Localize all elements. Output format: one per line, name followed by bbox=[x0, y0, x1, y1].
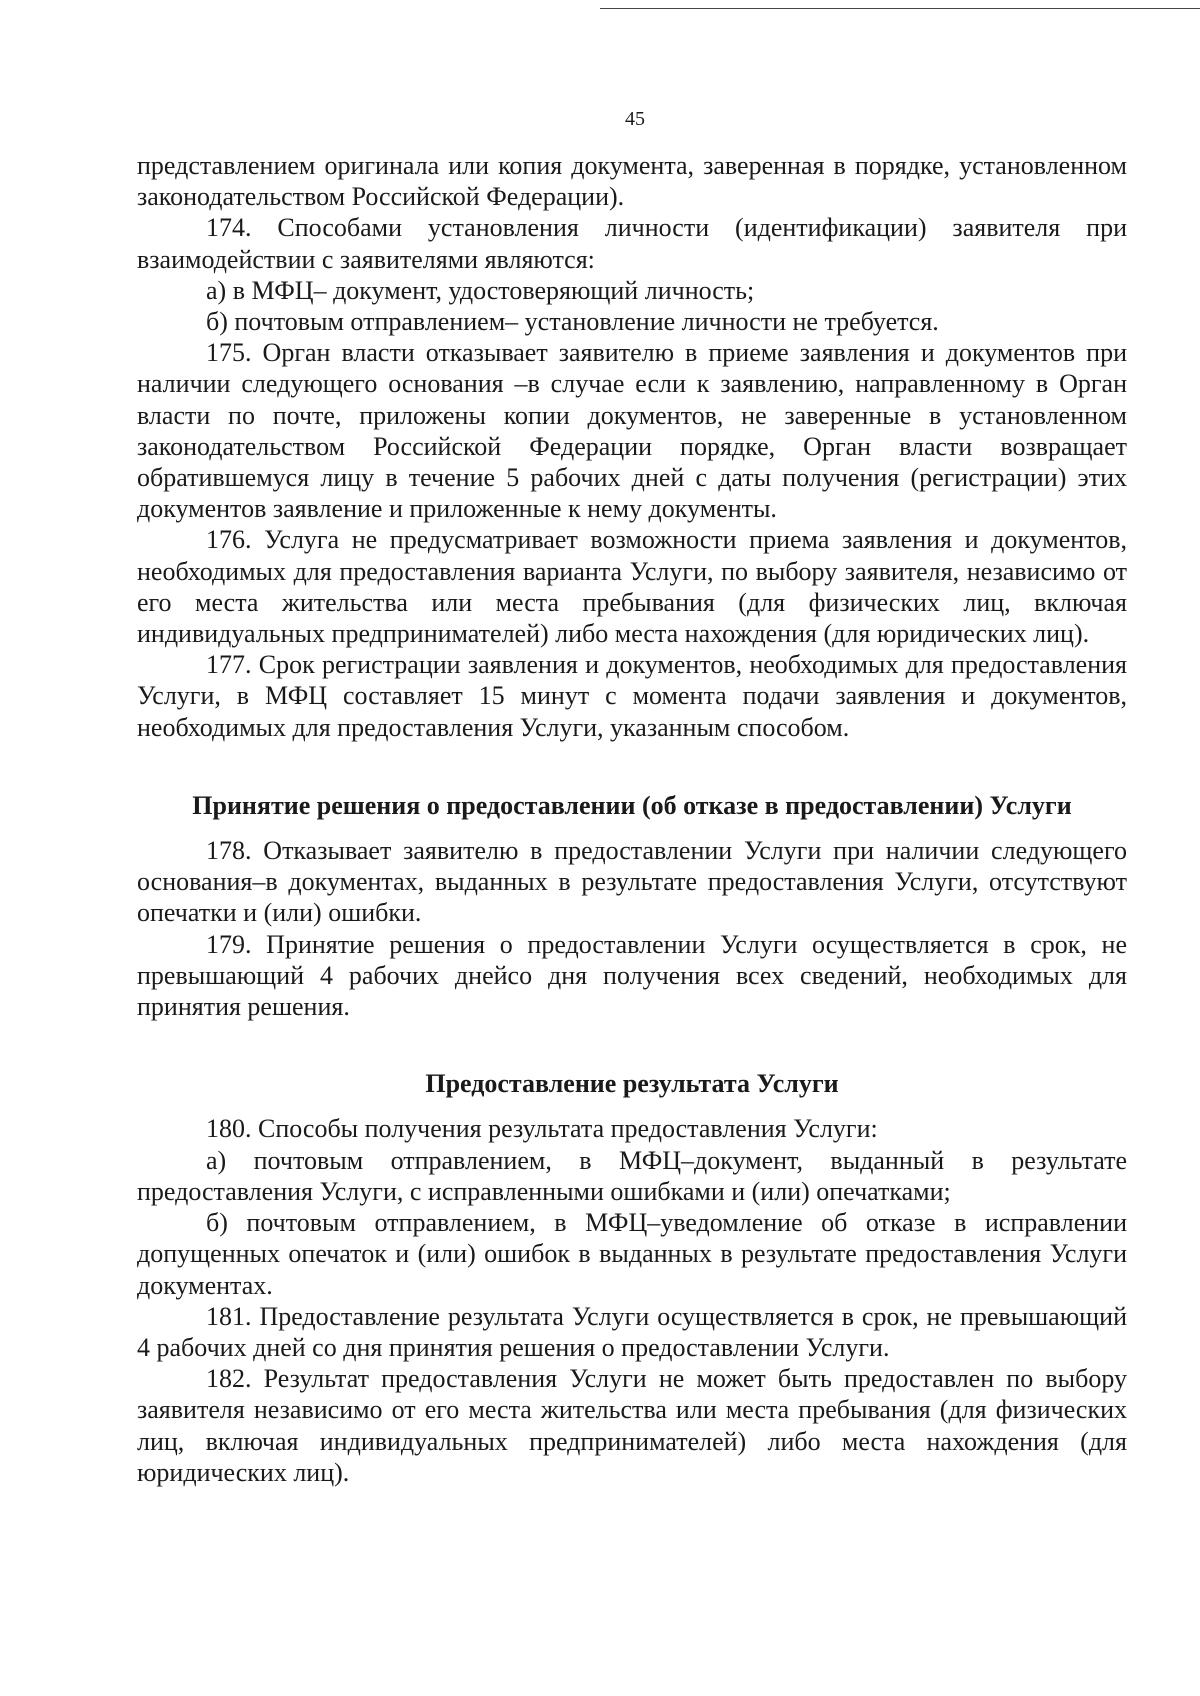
paragraph-182: 182. Результат предоставления Услуги не может быть предоставлен по выбору заявителя независимо от его места жительства или места пребывания (для физических лиц, включая индивидуальных предпринимателей) либо места нахождения (для юридических лиц). bbox=[137, 1364, 1127, 1487]
document-body bbox=[137, 150, 1127, 1488]
paragraph-179: 179. Принятие решения о предоставлении Услуги осуществляется в срок, не превышающий 4 рабочих днейсо дня получения всех сведений, необходимых для принятия решения. bbox=[137, 929, 1127, 1022]
scan-edge-line bbox=[600, 8, 1200, 9]
paragraph-180-a: а) почтовым отправлением, в МФЦ–документ, выданный в результате предоставления Услуги, с исправленными ошибками и (или) опечатками; bbox=[137, 1145, 1127, 1206]
paragraph-181: 181. Предоставление результата Услуги осуществляется в срок, не превышающий 4 рабочих дней со дня принятия решения о предоставлении Услуги. bbox=[137, 1301, 1127, 1362]
page-number: 45 bbox=[625, 108, 645, 130]
paragraph-174: 174. Способами установления личности (идентификации) заявителя при взаимодействии с заявителями являются: bbox=[137, 213, 1127, 274]
paragraph-174-b: б) почтовым отправлением– установление личности не требуется. bbox=[206, 307, 939, 337]
section-heading-decision: Принятие решения о предоставлении (об отказе в предоставлении) Услуги bbox=[192, 790, 1072, 820]
paragraph-178: 178. Отказывает заявителю в предоставлении Услуги при наличии следующего основания–в документах, выданных в результате предоставления Услуги, отсутствуют опечатки и (или) ошибки. bbox=[137, 836, 1127, 928]
paragraph-continuation: представлением оригинала или копия документа, заверенная в порядке, установленном законодательством Российской Федерации). bbox=[137, 151, 1127, 212]
paragraph-175: 175. Орган власти отказывает заявителю в приеме заявления и документов при наличии следующего основания –в случае если к заявлению, направленному в Орган власти по почте, приложены копии документов, не заверенные в установленном законодательством Российской Федерации порядке, Орган власти возвращает обратившемуся лицу в течение 5 рабочих дней с даты получения (регистрации) этих документов заявление и приложенные к нему документы. bbox=[137, 338, 1127, 524]
paragraph-180: 180. Способы получения результата предоставления Услуги: bbox=[206, 1114, 878, 1144]
paragraph-177: 177. Срок регистрации заявления и документов, необходимых для предоставления Услуги, в МФЦ составляет 15 минут с момента подачи заявления и документов, необходимых для предоставления Услуги, указанным способом. bbox=[137, 650, 1127, 742]
paragraph-174-a: а) в МФЦ– документ, удостоверяющий личность; bbox=[206, 275, 755, 305]
paragraph-180-b: б) почтовым отправлением, в МФЦ–уведомление об отказе в исправлении допущенных опечаток и (или) ошибок в выданных в результате предоставления Услуги документах. bbox=[137, 1208, 1127, 1300]
section-heading-result: Предоставление результата Услуги bbox=[425, 1069, 839, 1099]
paragraph-176: 176. Услуга не предусматривает возможности приема заявления и документов, необходимых для предоставления варианта Услуги, по выбору заявителя, независимо от его места жительства или места пребывания (для физических лиц, включая индивидуальных предпринимателей) либо места нахождения (для юридических лиц). bbox=[137, 525, 1127, 649]
